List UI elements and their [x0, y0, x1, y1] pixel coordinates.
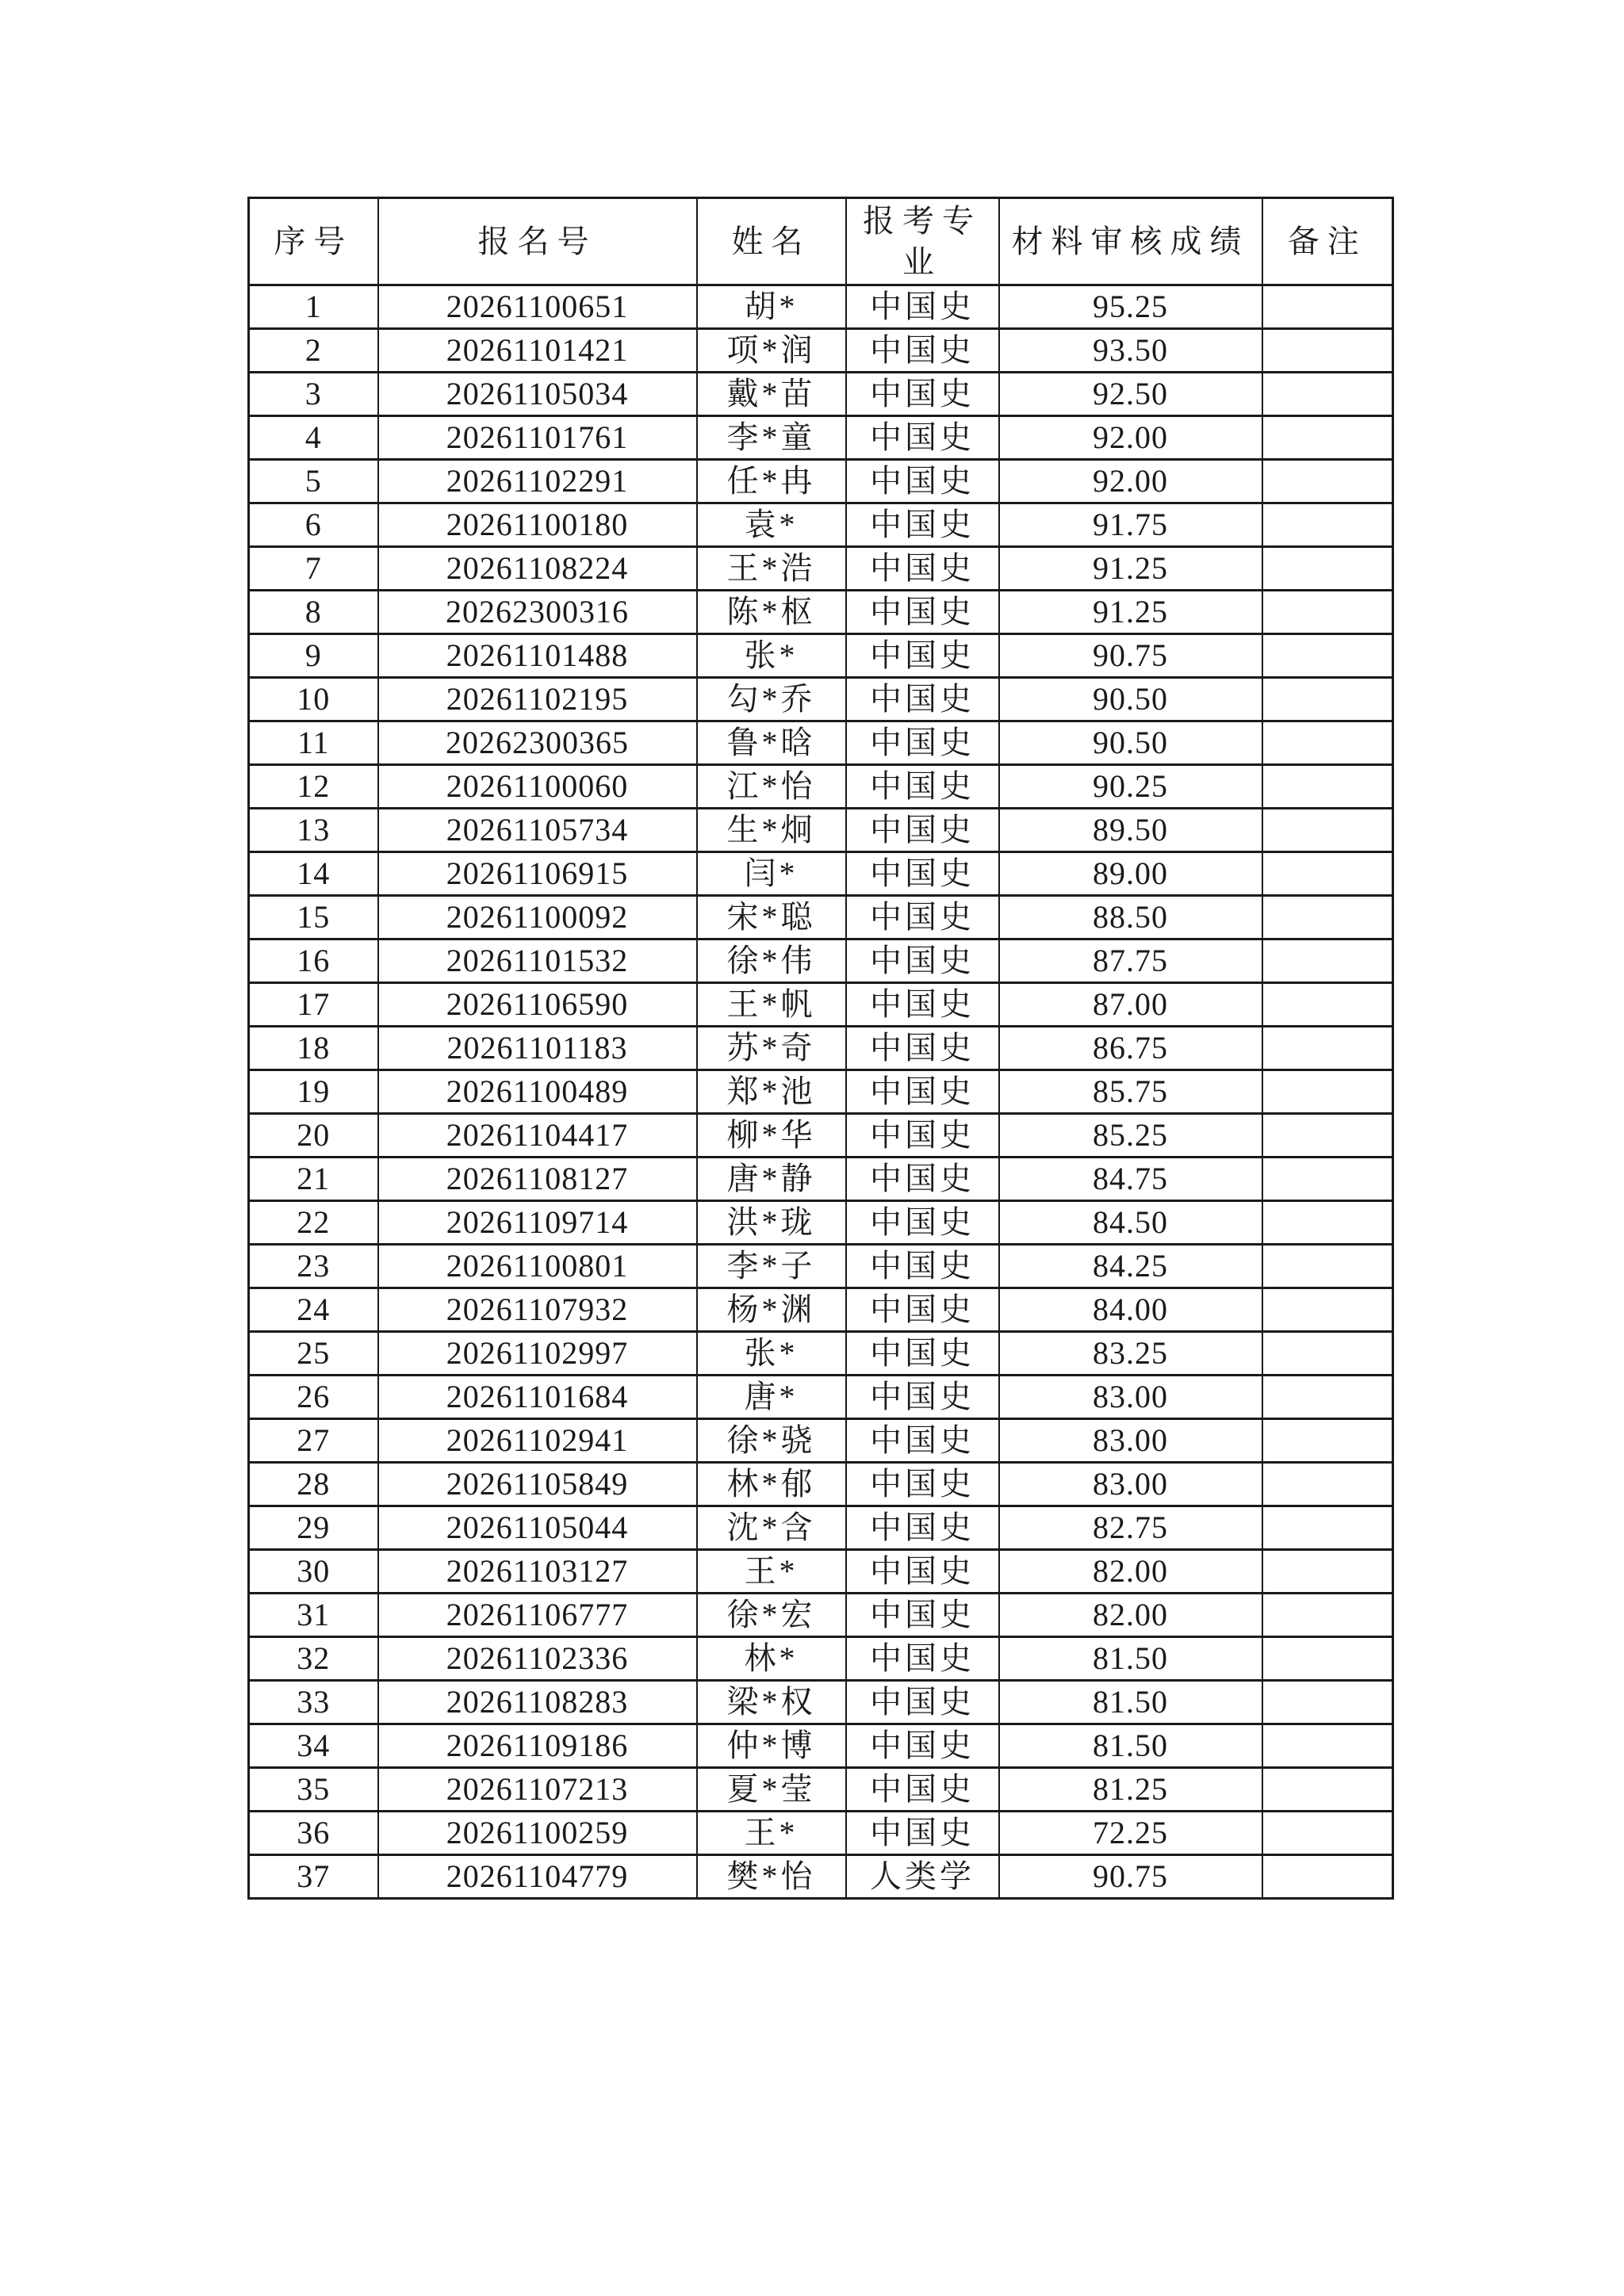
table-row: [249, 765, 1393, 809]
table-row: [249, 852, 1393, 896]
cell-name: 李*童: [697, 416, 846, 460]
cell-name: 徐*骁: [697, 1419, 846, 1463]
cell-applied-major: 中国史: [846, 1027, 999, 1070]
header-material-review-score: 材料审核成绩: [999, 198, 1262, 285]
cell-applied-major: 中国史: [846, 1419, 999, 1463]
cell-name: 林*: [697, 1637, 846, 1681]
cell-registration-number: 20261101684: [378, 1376, 697, 1419]
cell-name: 夏*莹: [697, 1768, 846, 1812]
cell-applied-major: 中国史: [846, 1201, 999, 1245]
cell-serial-number: 25: [249, 1332, 378, 1376]
cell-remarks: [1262, 678, 1393, 721]
cell-serial-number: 32: [249, 1637, 378, 1681]
table-row: [249, 416, 1393, 460]
cell-applied-major: 中国史: [846, 1724, 999, 1768]
table-row: [249, 1070, 1393, 1114]
table-row: [249, 1768, 1393, 1812]
cell-remarks: [1262, 1332, 1393, 1376]
cell-registration-number: 20261102941: [378, 1419, 697, 1463]
cell-name: 梁*权: [697, 1681, 846, 1724]
cell-remarks: [1262, 1070, 1393, 1114]
cell-name: 陈*枢: [697, 591, 846, 634]
cell-material-review-score: 72.25: [999, 1812, 1262, 1855]
cell-applied-major: 中国史: [846, 983, 999, 1027]
table-row: [249, 591, 1393, 634]
cell-serial-number: 17: [249, 983, 378, 1027]
table-row: [249, 1855, 1393, 1899]
cell-applied-major: 中国史: [846, 896, 999, 939]
cell-applied-major: 中国史: [846, 547, 999, 591]
cell-material-review-score: 83.00: [999, 1376, 1262, 1419]
cell-material-review-score: 83.00: [999, 1463, 1262, 1506]
cell-registration-number: 20261100060: [378, 765, 697, 809]
table-row: [249, 983, 1393, 1027]
cell-serial-number: 4: [249, 416, 378, 460]
table-row: [249, 373, 1393, 416]
cell-material-review-score: 83.00: [999, 1419, 1262, 1463]
cell-serial-number: 13: [249, 809, 378, 852]
cell-remarks: [1262, 983, 1393, 1027]
cell-name: 柳*华: [697, 1114, 846, 1158]
cell-registration-number: 20261100180: [378, 503, 697, 547]
table-row: [249, 1332, 1393, 1376]
cell-registration-number: 20261104779: [378, 1855, 697, 1899]
cell-remarks: [1262, 1506, 1393, 1550]
cell-applied-major: 中国史: [846, 460, 999, 503]
table-row: [249, 809, 1393, 852]
cell-serial-number: 34: [249, 1724, 378, 1768]
cell-remarks: [1262, 547, 1393, 591]
cell-name: 任*冉: [697, 460, 846, 503]
table-row: [249, 1681, 1393, 1724]
cell-name: 张*: [697, 634, 846, 678]
table-row: [249, 678, 1393, 721]
cell-registration-number: 20261105034: [378, 373, 697, 416]
cell-name: 生*炯: [697, 809, 846, 852]
cell-remarks: [1262, 721, 1393, 765]
cell-material-review-score: 90.50: [999, 721, 1262, 765]
cell-name: 李*子: [697, 1245, 846, 1288]
cell-registration-number: 20262300365: [378, 721, 697, 765]
table-row: [249, 1594, 1393, 1637]
cell-material-review-score: 89.00: [999, 852, 1262, 896]
cell-applied-major: 中国史: [846, 1114, 999, 1158]
cell-remarks: [1262, 939, 1393, 983]
table-row: [249, 1376, 1393, 1419]
table-row: [249, 1201, 1393, 1245]
cell-name: 宋*聪: [697, 896, 846, 939]
cell-serial-number: 24: [249, 1288, 378, 1332]
cell-material-review-score: 90.50: [999, 678, 1262, 721]
cell-registration-number: 20261100489: [378, 1070, 697, 1114]
header-name: 姓名: [697, 198, 846, 285]
cell-registration-number: 20261108127: [378, 1158, 697, 1201]
cell-applied-major: 中国史: [846, 1594, 999, 1637]
cell-material-review-score: 81.50: [999, 1724, 1262, 1768]
cell-applied-major: 中国史: [846, 1506, 999, 1550]
table-row: [249, 285, 1393, 329]
cell-serial-number: 7: [249, 547, 378, 591]
cell-registration-number: 20261109714: [378, 1201, 697, 1245]
cell-remarks: [1262, 1201, 1393, 1245]
cell-applied-major: 中国史: [846, 329, 999, 373]
header-applied-major: [846, 198, 999, 285]
table-row: [249, 1724, 1393, 1768]
cell-applied-major: 中国史: [846, 765, 999, 809]
table-row: [249, 721, 1393, 765]
cell-applied-major: 中国史: [846, 939, 999, 983]
cell-serial-number: 15: [249, 896, 378, 939]
cell-registration-number: 20261100801: [378, 1245, 697, 1288]
cell-registration-number: 20261105734: [378, 809, 697, 852]
cell-material-review-score: 92.00: [999, 460, 1262, 503]
table-row: [249, 939, 1393, 983]
cell-applied-major: 中国史: [846, 1463, 999, 1506]
cell-applied-major: 中国史: [846, 416, 999, 460]
cell-name: 项*润: [697, 329, 846, 373]
cell-name: 张*: [697, 1332, 846, 1376]
cell-name: 戴*苗: [697, 373, 846, 416]
cell-material-review-score: 92.50: [999, 373, 1262, 416]
cell-applied-major: 中国史: [846, 503, 999, 547]
cell-serial-number: 1: [249, 285, 378, 329]
cell-remarks: [1262, 1419, 1393, 1463]
cell-serial-number: 23: [249, 1245, 378, 1288]
cell-registration-number: 20261108224: [378, 547, 697, 591]
header-remarks: 备注: [1262, 198, 1393, 285]
cell-serial-number: 16: [249, 939, 378, 983]
cell-material-review-score: 91.75: [999, 503, 1262, 547]
cell-remarks: [1262, 1550, 1393, 1594]
cell-registration-number: 20261101488: [378, 634, 697, 678]
cell-material-review-score: 86.75: [999, 1027, 1262, 1070]
cell-serial-number: 20: [249, 1114, 378, 1158]
cell-registration-number: 20261101532: [378, 939, 697, 983]
cell-name: 鲁*晗: [697, 721, 846, 765]
cell-registration-number: 20262300316: [378, 591, 697, 634]
cell-remarks: [1262, 285, 1393, 329]
cell-applied-major: 中国史: [846, 1288, 999, 1332]
header-serial-number: 序号: [249, 198, 378, 285]
cell-remarks: [1262, 634, 1393, 678]
cell-material-review-score: 95.25: [999, 285, 1262, 329]
cell-serial-number: 31: [249, 1594, 378, 1637]
cell-applied-major: 中国史: [846, 1070, 999, 1114]
cell-applied-major: 中国史: [846, 1637, 999, 1681]
cell-remarks: [1262, 1245, 1393, 1288]
cell-material-review-score: 81.50: [999, 1681, 1262, 1724]
cell-material-review-score: 87.00: [999, 983, 1262, 1027]
table-row: [249, 1114, 1393, 1158]
cell-registration-number: 20261100651: [378, 285, 697, 329]
cell-remarks: [1262, 896, 1393, 939]
table-row: [249, 896, 1393, 939]
cell-remarks: [1262, 503, 1393, 547]
cell-material-review-score: 83.25: [999, 1332, 1262, 1376]
cell-registration-number: 20261107932: [378, 1288, 697, 1332]
cell-serial-number: 5: [249, 460, 378, 503]
cell-applied-major: 中国史: [846, 1245, 999, 1288]
cell-registration-number: 20261108283: [378, 1681, 697, 1724]
cell-material-review-score: 93.50: [999, 329, 1262, 373]
cell-serial-number: 9: [249, 634, 378, 678]
cell-remarks: [1262, 1376, 1393, 1419]
cell-material-review-score: 84.25: [999, 1245, 1262, 1288]
cell-remarks: [1262, 1724, 1393, 1768]
table-row: [249, 1288, 1393, 1332]
table-header: [249, 198, 1393, 285]
cell-remarks: [1262, 329, 1393, 373]
cell-material-review-score: 91.25: [999, 547, 1262, 591]
cell-name: 仲*博: [697, 1724, 846, 1768]
cell-applied-major: 中国史: [846, 1550, 999, 1594]
cell-serial-number: 10: [249, 678, 378, 721]
cell-applied-major: 中国史: [846, 721, 999, 765]
cell-remarks: [1262, 852, 1393, 896]
cell-name: 唐*静: [697, 1158, 846, 1201]
cell-material-review-score: 90.25: [999, 765, 1262, 809]
cell-applied-major: 中国史: [846, 285, 999, 329]
table-row: [249, 460, 1393, 503]
cell-material-review-score: 84.50: [999, 1201, 1262, 1245]
cell-registration-number: 20261106915: [378, 852, 697, 896]
cell-applied-major: 中国史: [846, 373, 999, 416]
cell-serial-number: 35: [249, 1768, 378, 1812]
cell-registration-number: 20261100092: [378, 896, 697, 939]
cell-registration-number: 20261102195: [378, 678, 697, 721]
cell-registration-number: 20261102997: [378, 1332, 697, 1376]
table-row: [249, 1812, 1393, 1855]
cell-registration-number: 20261102336: [378, 1637, 697, 1681]
cell-registration-number: 20261107213: [378, 1768, 697, 1812]
cell-serial-number: 29: [249, 1506, 378, 1550]
cell-material-review-score: 89.50: [999, 809, 1262, 852]
cell-serial-number: 22: [249, 1201, 378, 1245]
cell-applied-major: 中国史: [846, 809, 999, 852]
cell-name: 苏*奇: [697, 1027, 846, 1070]
cell-material-review-score: 82.00: [999, 1594, 1262, 1637]
cell-remarks: [1262, 1158, 1393, 1201]
cell-material-review-score: 92.00: [999, 416, 1262, 460]
table-row: [249, 1158, 1393, 1201]
header-row: [249, 198, 1393, 285]
cell-name: 徐*宏: [697, 1594, 846, 1637]
cell-remarks: [1262, 1637, 1393, 1681]
table-row: [249, 1463, 1393, 1506]
cell-remarks: [1262, 1594, 1393, 1637]
cell-registration-number: 20261101421: [378, 329, 697, 373]
cell-serial-number: 18: [249, 1027, 378, 1070]
score-table: [247, 197, 1394, 1900]
cell-name: 林*郁: [697, 1463, 846, 1506]
cell-material-review-score: 88.50: [999, 896, 1262, 939]
cell-remarks: [1262, 460, 1393, 503]
cell-remarks: [1262, 1812, 1393, 1855]
cell-registration-number: 20261104417: [378, 1114, 697, 1158]
cell-name: 唐*: [697, 1376, 846, 1419]
cell-material-review-score: 90.75: [999, 1855, 1262, 1899]
cell-remarks: [1262, 1768, 1393, 1812]
cell-name: 洪*珑: [697, 1201, 846, 1245]
cell-name: 闫*: [697, 852, 846, 896]
cell-applied-major: 人类学: [846, 1855, 999, 1899]
cell-remarks: [1262, 1288, 1393, 1332]
cell-serial-number: 8: [249, 591, 378, 634]
cell-name: 胡*: [697, 285, 846, 329]
table-row: [249, 329, 1393, 373]
cell-serial-number: 6: [249, 503, 378, 547]
cell-name: 郑*池: [697, 1070, 846, 1114]
cell-remarks: [1262, 765, 1393, 809]
cell-material-review-score: 85.25: [999, 1114, 1262, 1158]
table-row: [249, 547, 1393, 591]
cell-material-review-score: 81.50: [999, 1637, 1262, 1681]
cell-serial-number: 11: [249, 721, 378, 765]
cell-name: 勾*乔: [697, 678, 846, 721]
cell-name: 徐*伟: [697, 939, 846, 983]
table-body: [249, 285, 1393, 1899]
cell-serial-number: 26: [249, 1376, 378, 1419]
cell-serial-number: 14: [249, 852, 378, 896]
cell-name: 江*怡: [697, 765, 846, 809]
cell-material-review-score: 82.00: [999, 1550, 1262, 1594]
cell-name: 沈*含: [697, 1506, 846, 1550]
cell-registration-number: 20261105849: [378, 1463, 697, 1506]
cell-serial-number: 21: [249, 1158, 378, 1201]
cell-applied-major: 中国史: [846, 1158, 999, 1201]
cell-serial-number: 36: [249, 1812, 378, 1855]
cell-name: 樊*怡: [697, 1855, 846, 1899]
cell-applied-major: 中国史: [846, 678, 999, 721]
cell-registration-number: 20261106777: [378, 1594, 697, 1637]
cell-applied-major: 中国史: [846, 1332, 999, 1376]
cell-name: 王*浩: [697, 547, 846, 591]
cell-material-review-score: 84.00: [999, 1288, 1262, 1332]
table-row: [249, 1027, 1393, 1070]
cell-remarks: [1262, 1463, 1393, 1506]
cell-remarks: [1262, 809, 1393, 852]
cell-name: 王*: [697, 1812, 846, 1855]
cell-applied-major: 中国史: [846, 591, 999, 634]
cell-serial-number: 28: [249, 1463, 378, 1506]
cell-applied-major: 中国史: [846, 1768, 999, 1812]
cell-material-review-score: 85.75: [999, 1070, 1262, 1114]
cell-material-review-score: 91.25: [999, 591, 1262, 634]
table-row: [249, 1506, 1393, 1550]
cell-remarks: [1262, 1681, 1393, 1724]
cell-material-review-score: 87.75: [999, 939, 1262, 983]
cell-registration-number: 20261101183: [378, 1027, 697, 1070]
cell-applied-major: 中国史: [846, 1681, 999, 1724]
table-row: [249, 503, 1393, 547]
cell-registration-number: 20261109186: [378, 1724, 697, 1768]
cell-serial-number: 33: [249, 1681, 378, 1724]
cell-name: 袁*: [697, 503, 846, 547]
cell-applied-major: 中国史: [846, 634, 999, 678]
cell-serial-number: 12: [249, 765, 378, 809]
cell-registration-number: 20261103127: [378, 1550, 697, 1594]
cell-registration-number: 20261102291: [378, 460, 697, 503]
cell-applied-major: 中国史: [846, 1812, 999, 1855]
table-row: [249, 634, 1393, 678]
cell-serial-number: 37: [249, 1855, 378, 1899]
cell-serial-number: 2: [249, 329, 378, 373]
cell-material-review-score: 81.25: [999, 1768, 1262, 1812]
table-row: [249, 1637, 1393, 1681]
cell-remarks: [1262, 1114, 1393, 1158]
table-row: [249, 1245, 1393, 1288]
cell-registration-number: 20261105044: [378, 1506, 697, 1550]
cell-serial-number: 30: [249, 1550, 378, 1594]
cell-registration-number: 20261106590: [378, 983, 697, 1027]
cell-name: 杨*渊: [697, 1288, 846, 1332]
cell-serial-number: 19: [249, 1070, 378, 1114]
header-applied-major-text: 报考专业: [863, 202, 982, 280]
cell-material-review-score: 82.75: [999, 1506, 1262, 1550]
cell-serial-number: 3: [249, 373, 378, 416]
cell-applied-major: 中国史: [846, 1376, 999, 1419]
cell-name: 王*: [697, 1550, 846, 1594]
cell-registration-number: 20261100259: [378, 1812, 697, 1855]
cell-name: 王*帆: [697, 983, 846, 1027]
cell-serial-number: 27: [249, 1419, 378, 1463]
table-row: [249, 1550, 1393, 1594]
cell-remarks: [1262, 1855, 1393, 1899]
cell-material-review-score: 90.75: [999, 634, 1262, 678]
header-registration-number: 报名号: [378, 198, 697, 285]
cell-material-review-score: 84.75: [999, 1158, 1262, 1201]
cell-applied-major: 中国史: [846, 852, 999, 896]
cell-remarks: [1262, 591, 1393, 634]
table-row: [249, 1419, 1393, 1463]
cell-remarks: [1262, 416, 1393, 460]
cell-remarks: [1262, 1027, 1393, 1070]
cell-registration-number: 20261101761: [378, 416, 697, 460]
cell-remarks: [1262, 373, 1393, 416]
